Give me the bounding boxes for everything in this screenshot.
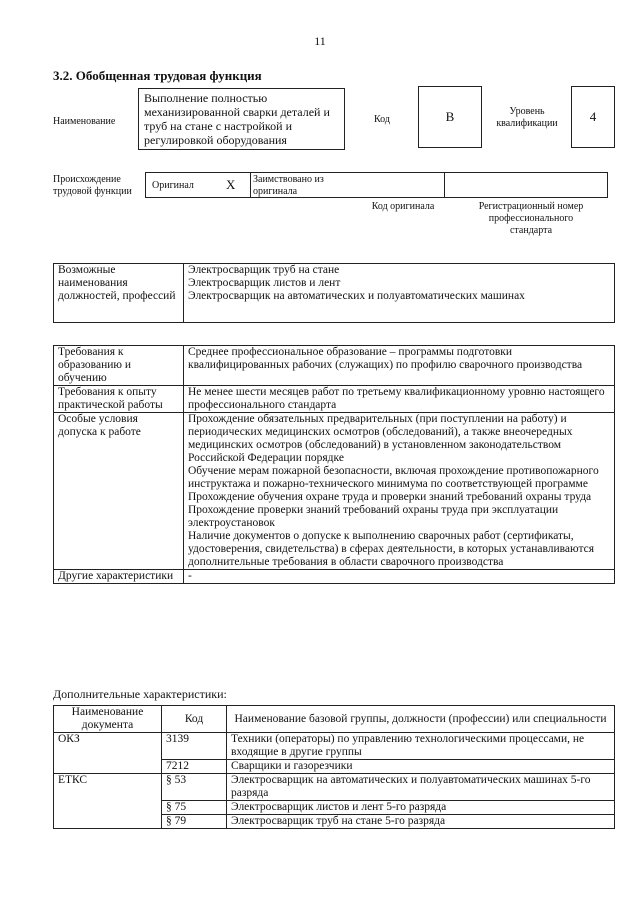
requirement-value: [184, 346, 615, 386]
row-doc: ЕТКС: [54, 774, 162, 829]
row-code: § 53: [162, 774, 227, 801]
positions-table: [53, 263, 615, 323]
row-name: Электросварщик на автоматических и полуавтоматических машинах 5-го разряда: [227, 774, 615, 801]
row-name: Электросварщик труб на стане 5-го разряда: [227, 815, 615, 829]
row-name: Электросварщик листов и лент 5-го разряда: [227, 801, 615, 815]
requirement-label: Особые условия допуска к работе: [54, 413, 184, 570]
row-name: Сварщики и газорезчики: [227, 760, 615, 774]
section-title: 3.2. Обобщенная трудовая функция: [53, 68, 262, 83]
requirement-line: Прохождение обязательных предварительных (при поступлении на работу) и периодических медицинских осмотров (обследований), а также внеочередных медицинских осмотров (обследований) в установленном законодательством Российской Федерации порядке: [188, 413, 573, 464]
header-code: Код: [162, 706, 227, 733]
requirement-line: Наличие документов о допуске к выполнению сварочных работ (сертификаты, удостоверения, свидетельства) в сферах деятельности, в которых устанавливаются дополнительные требования в области сварочного производства: [188, 530, 595, 568]
original-mark: X: [226, 177, 236, 192]
requirement-line: Среднее профессиональное образование – программы подготовки квалифицированных рабочих (служащих) по профилю сварочного производства: [188, 346, 583, 371]
requirement-label: Требования к опыту практической работы: [54, 386, 184, 413]
table-row: [54, 774, 615, 801]
positions-list: [184, 264, 615, 323]
row-code: § 75: [162, 801, 227, 815]
requirement-line: Прохождение обучения охране труда и проверки знаний требований охраны труда: [188, 491, 592, 503]
requirement-row: [54, 386, 615, 413]
positions-label: Возможные наименования должностей, профессий: [54, 264, 184, 323]
origin-box: [145, 172, 608, 198]
requirement-line: Обучение мерам пожарной безопасности, включая прохождение противопожарного инструктажа и пожарно-технического минимума по соответствующей программе: [188, 465, 599, 490]
requirement-label: Другие характеристики: [54, 570, 184, 584]
row-code: 7212: [162, 760, 227, 774]
row-code: § 79: [162, 815, 227, 829]
additional-title: Дополнительные характеристики:: [53, 687, 227, 701]
code-original-caption: Код оригинала: [371, 201, 435, 212]
position-item: Электросварщик труб на стане: [188, 264, 340, 276]
requirement-row: [54, 413, 615, 570]
position-item: Электросварщик на автоматических и полуавтоматических машинах: [188, 290, 525, 302]
requirement-line: Прохождение проверки знаний требований охраны труда при эксплуатации электроустановок: [188, 504, 559, 529]
code-value: В: [418, 86, 482, 148]
table-row: [54, 733, 615, 760]
level-label: Уровень квалификации: [496, 106, 558, 129]
original-label: Оригинал: [152, 180, 194, 191]
requirement-line: -: [188, 570, 192, 582]
requirement-value: [184, 413, 615, 570]
row-code: 3139: [162, 733, 227, 760]
row-doc: ОКЗ: [54, 733, 162, 774]
origin-label: Происхождение трудовой функции: [53, 174, 132, 197]
requirement-value: [184, 386, 615, 413]
row-name: Техники (операторы) по управлению технологическими процессами, не входящие в другие группы: [227, 733, 615, 760]
requirement-row: [54, 570, 615, 584]
requirement-row: [54, 346, 615, 386]
page-number: 11: [314, 34, 326, 48]
reg-number-caption: Регистрационный номер профессионального стандарта: [478, 201, 584, 236]
header-name: Наименование базовой группы, должности (профессии) или специальности: [227, 706, 615, 733]
header-doc: Наименование документа: [54, 706, 162, 733]
requirement-line: Не менее шести месяцев работ по третьему квалификационному уровню настоящего профессионального стандарта: [188, 386, 605, 411]
requirements-table: [53, 345, 615, 584]
function-name: Выполнение полностью механизированной сварки деталей и труб на стане с настройкой и регулировкой оборудования: [138, 88, 345, 150]
position-item: Электросварщик листов и лент: [188, 277, 341, 289]
additional-table: [53, 705, 615, 829]
requirement-label: Требования к образованию и обучению: [54, 346, 184, 386]
requirement-value: [184, 570, 615, 584]
name-label: Наименование: [53, 116, 116, 127]
borrowed-label: Заимствовано из оригинала: [253, 174, 324, 197]
additional-header-row: [54, 706, 615, 733]
level-value: 4: [571, 86, 615, 148]
code-label: Код: [374, 114, 390, 125]
